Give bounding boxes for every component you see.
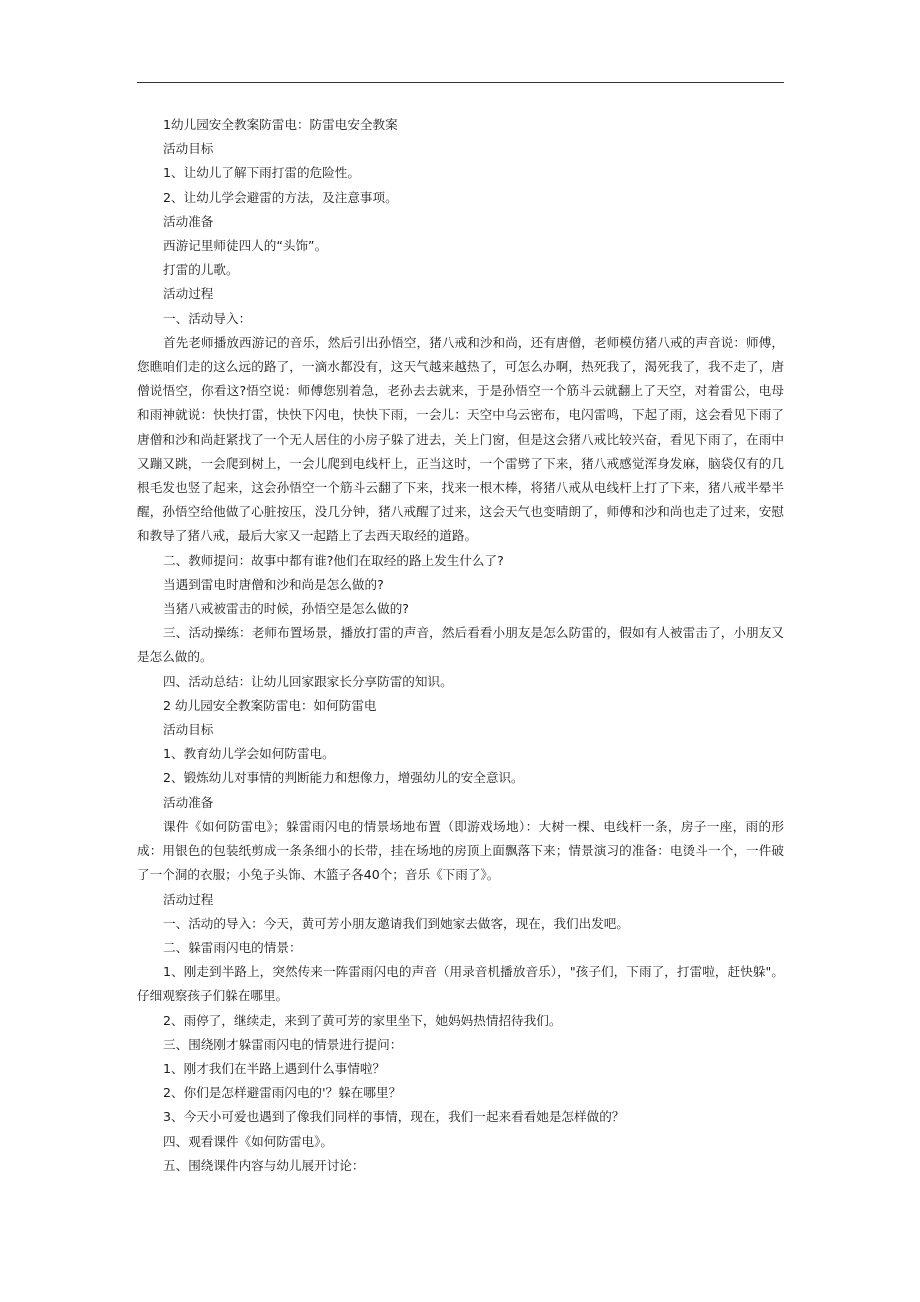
lesson2-step-4: 四、观看课件《如何防雷电》。 — [163, 1133, 334, 1149]
lesson2-goals-heading: 活动目标 — [163, 722, 214, 738]
lesson1-process-heading: 活动过程 — [163, 286, 214, 302]
lesson1-question-1: 当遇到雷电时唐僧和沙和尚是怎么做的? — [163, 576, 384, 592]
lesson2-step-2-item-2: 2、雨停了，继续走，来到了黄可芳的家里坐下，她妈妈热情招待我们。 — [163, 1012, 562, 1028]
lesson2-step-3: 三、围绕刚才躲雷雨闪电的情景进行提问： — [163, 1036, 403, 1052]
lesson2-goal-2: 2、锻炼幼儿对事情的判断能力和想像力，增强幼儿的安全意识。 — [163, 770, 524, 786]
lesson1-title: 1幼儿园安全教案防雷电：防雷电安全教案 — [163, 117, 398, 132]
lesson1-step-3: 三、活动操练：老师布置场景，播放打雷的声音，然后看看小朋友是怎么防雷的，假如有人被雷击了，小朋友又是怎么做的。 — [137, 625, 784, 665]
lesson2-step-3-item-1: 1、刚才我们在半路上遇到什么事情啦？ — [163, 1060, 386, 1076]
lesson1-goals-heading: 活动目标 — [163, 141, 214, 157]
lesson1-step-2: 二、教师提问：故事中都有谁?他们在取经的路上发生什么了? — [163, 552, 504, 568]
lesson2-step-3-item-2: 2、你们是怎样避雷雨闪电的'？躲在哪里？ — [163, 1085, 402, 1101]
lesson1-story: 首先老师播放西游记的音乐，然后引出孙悟空，猪八戒和沙和尚，还有唐僧，老师模仿猪八戒的声音说：师傅，您瞧咱们走的这么远的路了，一滴水都没有，这天气越来越热了，可怎么办啊，热死我了，渴死我了，我不走了，唐僧说悟空，你看这?悟空说：师傅您别着急，老孙去去就来，于是孙悟空一个筋斗云就翻上了天空，对着雷公，电母和雨神就说：快快打雷，快快下闪电，快快下雨，一会儿：天空中乌云密布，电闪雷鸣，下起了雨，这会看见下雨了唐僧和沙和尚赶紧找了一个无人居住的小房子躲了进去，关上门窗，但是这会猪八戒比较兴奋，看见下雨了，在雨中又蹦又跳，一会爬到树上，一会儿爬到电线杆上，正当这时，一个雷劈了下来，猪八戒感觉浑身发麻，脑袋仅有的几根毛发也竖了起来，这会孙悟空一个筋斗云翻了下来，找来一根木棒，将猪八戒从电线杆上打了下来，猪八戒半晕半醒，孙悟空给他做了心脏按压，没几分钟，猪八戒醒了过来，这会天气也变晴朗了，师傅和沙和尚也走了过来，安慰和教导了猪八戒，最后大家又一起踏上了去西天取经的道路。 — [137, 334, 784, 544]
lesson2-step-3-item-3: 3、今天小可爱也遇到了像我们同样的事情，现在，我们一起来看看她是怎样做的？ — [163, 1109, 625, 1125]
lesson2-prep-body: 课件《如何防雷电》；躲雷雨闪电的情景场地布置（即游戏场地）：大树一棵、电线杆一条，房子一座，雨的形成：用银色的包装纸剪成一条条细小的长带，挂在场地的房顶上面飘落下来；情景演习的准备：电烫斗一个，一件破了一个洞的衣服；小兔子头饰、木篮子各40个；音乐《下雨了》。 — [137, 818, 784, 883]
document-body — [137, 113, 784, 1178]
lesson1-step-1: 一、活动导入： — [163, 310, 252, 326]
lesson2-step-1: 一、活动的导入：今天，黄可芳小朋友邀请我们到她家去做客，现在，我们出发吧。 — [163, 915, 629, 931]
lesson1-prep-1: 西游记里师徒四人的“头饰”。 — [163, 238, 328, 254]
lesson2-step-2: 二、躲雷雨闪电的情景： — [163, 939, 302, 955]
lesson1-goal-2: 2、让幼儿学会避雷的方法，及注意事项。 — [163, 189, 398, 205]
lesson2-title: 2 幼儿园安全教案防雷电：如何防雷电 — [163, 697, 377, 713]
lesson1-prep-2: 打雷的儿歌。 — [163, 262, 239, 278]
lesson2-step-2-item-1: 1、刚走到半路上，突然传来一阵雷雨闪电的声音（用录音机播放音乐），"孩子们，下雨了，打雷啦，赶快躲"。仔细观察孩子们躲在哪里。 — [137, 964, 784, 1004]
lesson1-prep-heading: 活动准备 — [163, 213, 214, 229]
lesson2-process-heading: 活动过程 — [163, 891, 214, 907]
lesson2-step-5: 五、围绕课件内容与幼儿展开讨论： — [163, 1157, 365, 1173]
header-rule — [137, 82, 784, 83]
lesson1-question-2: 当猪八戒被雷击的时候，孙悟空是怎么做的? — [163, 601, 409, 617]
lesson1-step-4: 四、活动总结：让幼儿回家跟家长分享防雷的知识。 — [163, 673, 453, 689]
lesson2-goal-1: 1、教育幼儿学会如何防雷电。 — [163, 746, 335, 762]
lesson1-goal-1: 1、让幼儿了解下雨打雷的危险性。 — [163, 165, 360, 181]
lesson2-prep-heading: 活动准备 — [163, 794, 214, 810]
